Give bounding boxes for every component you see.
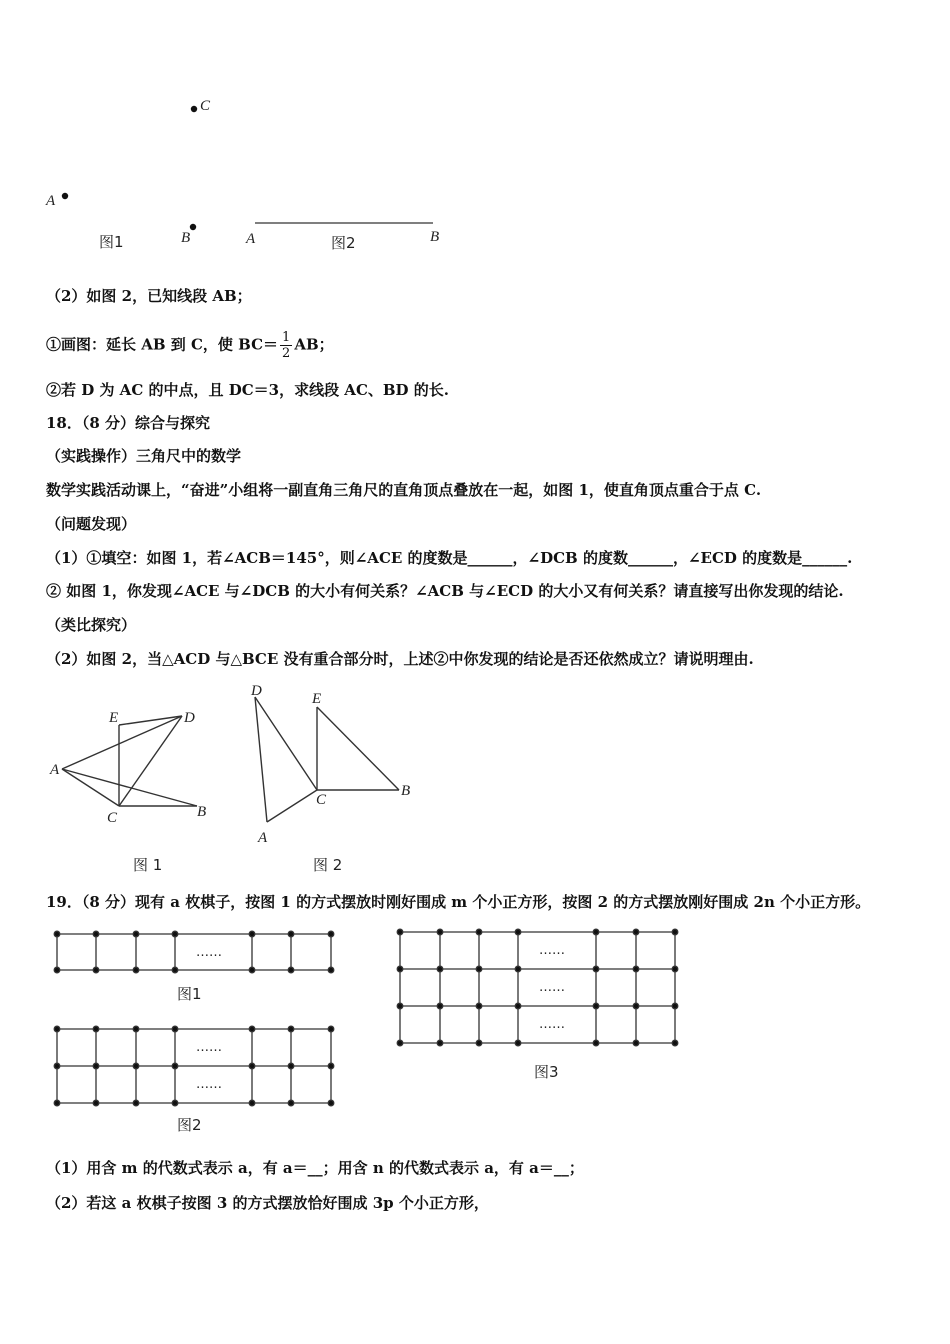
- q18-fig1-label-d: D: [184, 710, 195, 726]
- q19-fig2-ellipsis-row2: ……: [196, 1077, 222, 1092]
- q19-fig1-grid: [54, 931, 334, 973]
- q18-fig2-label-d: D: [251, 683, 262, 699]
- label-a: A: [46, 193, 56, 209]
- q18-fig1-label-c: C: [107, 810, 118, 826]
- fig1-caption: 图1: [99, 233, 124, 251]
- q19-fig2-ellipsis-row1: ……: [196, 1040, 222, 1055]
- label-b2: B: [430, 229, 440, 245]
- q17-item1-suffix: AB；: [294, 335, 334, 354]
- q19-header: 19．（8 分）现有 a 枚棋子，按图 1 的方式摆放时刚好围成 m 个小正方形，按图 2 的方式摆放刚好围成 2n 个小正方形。: [46, 893, 871, 911]
- q18-part2: （2）如图 2，当△ACD 与△BCE 没有重合部分时，上述②中你发现的结论是否还依然成立？请说明理由.: [46, 650, 754, 668]
- q18-fig2-label-b: B: [401, 783, 411, 799]
- q19-fig2-caption: 图2: [177, 1116, 202, 1134]
- q19-fig3-ellipsis-row2: ……: [539, 980, 565, 995]
- q18-intro: 数学实践活动课上，“奋进”小组将一副直角三角尺的直角顶点叠放在一起，如图 1，使直角顶点重合于点 C.: [46, 481, 762, 499]
- q18-fig1-label-a: A: [50, 762, 60, 778]
- label-a2: A: [246, 231, 256, 247]
- q17-item1-prefix: ①画图：延长 AB 到 C，使 BC＝: [46, 335, 279, 354]
- q18-fig2-label-e: E: [312, 691, 322, 707]
- q19-fig3-ellipsis-row1: ……: [539, 943, 565, 958]
- label-c: C: [200, 98, 211, 114]
- q19-fig2-grid: [54, 1026, 334, 1106]
- q19-fig1-caption: 图1: [177, 985, 202, 1003]
- q18-fig1-label-e: E: [109, 710, 119, 726]
- q19-part1: （1）用含 m 的代数式表示 a，有 a＝__；用含 n 的代数式表示 a，有 a＝__；: [46, 1159, 584, 1177]
- q19-fig1-ellipsis: ……: [196, 945, 222, 960]
- q19-part2: （2）若这 a 枚棋子按图 3 的方式摆放恰好围成 3p 个小正方形，: [46, 1194, 489, 1212]
- q19-fig3-caption: 图3: [534, 1063, 559, 1081]
- q18-fig2-label-a: A: [258, 830, 268, 846]
- q18-fig2-label-c: C: [316, 792, 327, 808]
- q17-item2: ②若 D 为 AC 的中点，且 DC＝3，求线段 AC、BD 的长.: [46, 381, 450, 399]
- q18-part1a: （1）①填空：如图 1，若∠ACB＝145°，则∠ACE 的度数是______，∠DCB 的度数______，∠ECD 的度数是______.: [46, 549, 853, 567]
- q18-fig1-caption: 图 1: [133, 856, 163, 874]
- q18-fig1-label-b: B: [197, 804, 207, 820]
- q18-header: 18．（8 分）综合与探究: [46, 414, 211, 432]
- q19-fig3-grid: [397, 929, 678, 1046]
- fraction-numerator: 1: [282, 330, 291, 345]
- q17-part2: （2）如图 2，已知线段 AB；: [46, 287, 252, 305]
- label-b: B: [181, 230, 191, 246]
- fig2-caption: 图2: [331, 234, 356, 252]
- fraction-denominator: 2: [282, 346, 291, 361]
- q18-section-analogy: （类比探究）: [46, 616, 137, 634]
- q18-section-practice: （实践操作）三角尺中的数学: [46, 447, 242, 465]
- q18-section-discovery: （问题发现）: [46, 515, 137, 533]
- q19-fig3-ellipsis-row3: ……: [539, 1017, 565, 1032]
- q18-fig2-caption: 图 2: [313, 856, 343, 874]
- q18-part1b: ② 如图 1，你发现∠ACE 与∠DCB 的大小有何关系？∠ACB 与∠ECD 的大小又有何关系？请直接写出你发现的结论.: [46, 582, 844, 600]
